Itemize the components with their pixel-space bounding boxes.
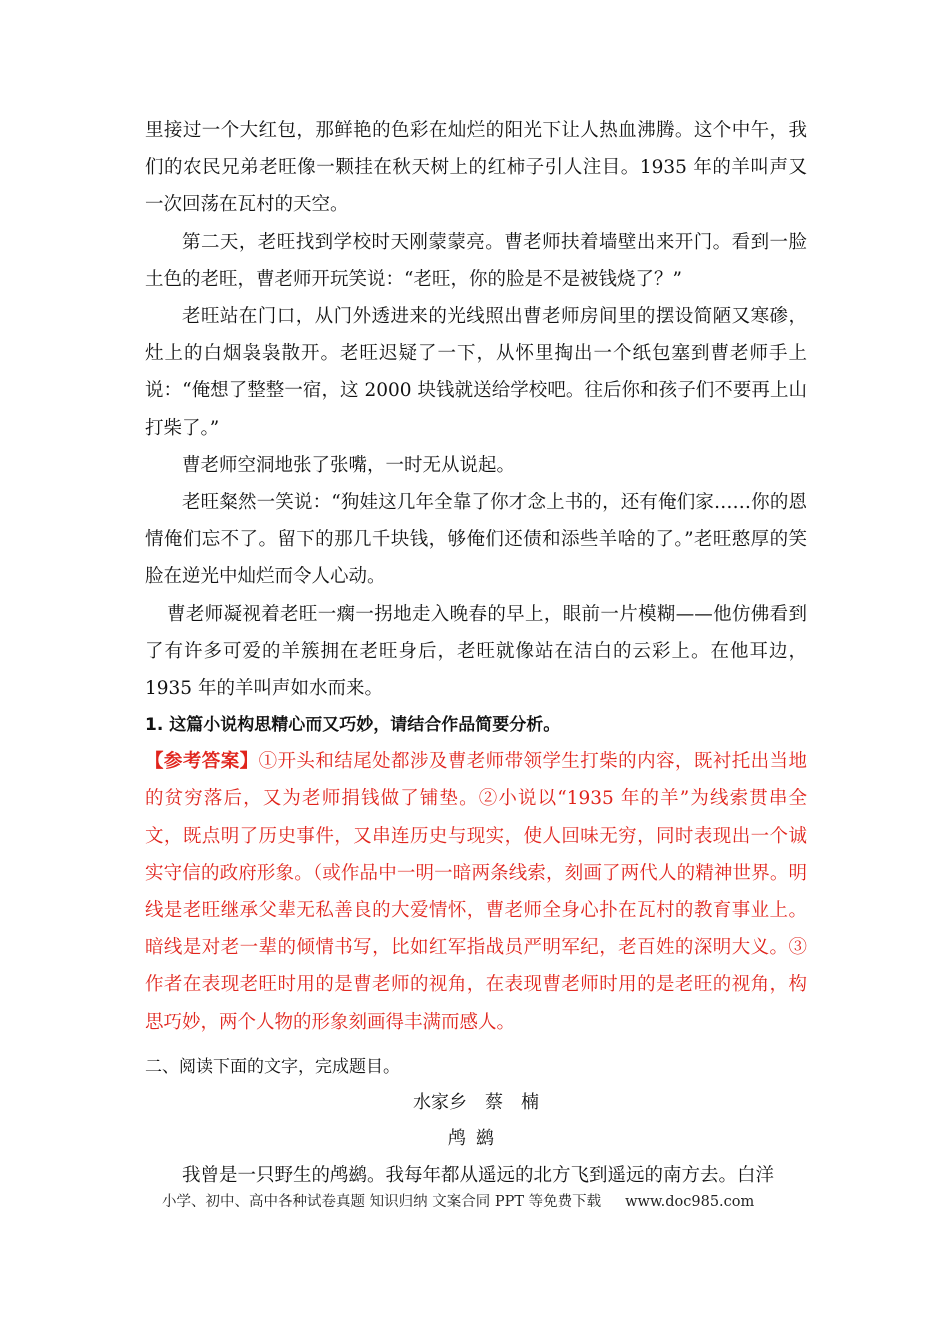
story-paragraph-6: 曹老师凝视着老旺一瘸一拐地走入晚春的早上，眼前一片模糊——他仿佛看到了有许多可爱的羊簇拥在老旺身后，老旺就像站在洁白的云彩上。在他耳边，1935 年的羊叫声如水而来。 xyxy=(145,603,807,700)
question-1: 1. 这篇小说构思精心而又巧妙，请结合作品简要分析。 xyxy=(145,715,561,736)
footer-text: 小学、初中、高中各种试卷真题 知识归纳 文案合同 PPT 等免费下载 xyxy=(162,1194,602,1210)
story-paragraph-5: 老旺粲然一笑说：“狗娃这几年全靠了你才念上书的，还有俺们家……你的恩情俺们忘不了。留下的那几千块钱，够俺们还债和添些羊啥的了。”老旺憨厚的笑脸在逆光中灿烂而令人心动。 xyxy=(145,492,807,588)
story-paragraph-3: 老旺站在门口，从门外透进来的光线照出曹老师房间里的摆设简陋又寒碜，灶上的白烟袅袅散开。老旺迟疑了一下，从怀里掏出一个纸包塞到曹老师手上说：“俺想了整整一宿，这 2000 块钱就送给学校吧。往后你和孩子们不要再上山打柴了。” xyxy=(145,306,807,439)
story-paragraph-1: 里接过一个大红包，那鲜艳的色彩在灿烂的阳光下让人热血沸腾。这个中午，我们的农民兄弟老旺像一颗挂在秋天树上的红柿子引人注目。1935 年的羊叫声又一次回荡在瓦村的天空。 xyxy=(145,120,807,216)
page-footer xyxy=(162,1190,822,1211)
section-2-heading: 二、阅读下面的文字，完成题目。 xyxy=(145,1056,400,1077)
story-paragraph-2: 第二天，老旺找到学校时天刚蒙蒙亮。曹老师扶着墙壁出来开门。看到一脸土色的老旺，曹老师开玩笑说：“老旺，你的脸是不是被钱烧了？” xyxy=(145,231,807,290)
article-title: 水家乡 蔡 楠 xyxy=(413,1091,539,1113)
reference-answer xyxy=(145,743,807,1041)
answer-tag: 【参考答案】 xyxy=(145,751,259,773)
answer-text: ①开头和结尾处都涉及曹老师带领学生打柴的内容，既衬托出当地的贫穷落后，又为老师捐钱做了铺垫。②小说以“1935 年的羊”为线索贯串全文，既点明了历史事件，又串连历史与现实，使人回味无穷，同时表现出一个诚实守信的政府形象。（或作品中一明一暗两条线索，刻画了两代人的精神世界。明线是老旺继承父辈无私善良的大爱情怀，曹老师全身心扑在瓦村的教育事业上。暗线是对老一辈的倾情书写，比如红军指战员严明军纪，老百姓的深明大义。③作者在表现老旺时用的是曹老师的视角，在表现曹老师时用的是老旺的视角，构思巧妙，两个人物的形象刻画得丰满而感人。 xyxy=(145,751,807,1033)
article-subtitle: 鸬鹚 xyxy=(448,1127,504,1149)
story-paragraph-4: 曹老师空洞地张了张嘴，一时无从说起。 xyxy=(182,454,516,476)
article-first-line: 我曾是一只野生的鸬鹚。我每年都从遥远的北方飞到遥远的南方去。白洋 xyxy=(182,1164,775,1186)
document-body xyxy=(145,112,807,1194)
footer-site: www.doc985.com xyxy=(625,1194,755,1210)
